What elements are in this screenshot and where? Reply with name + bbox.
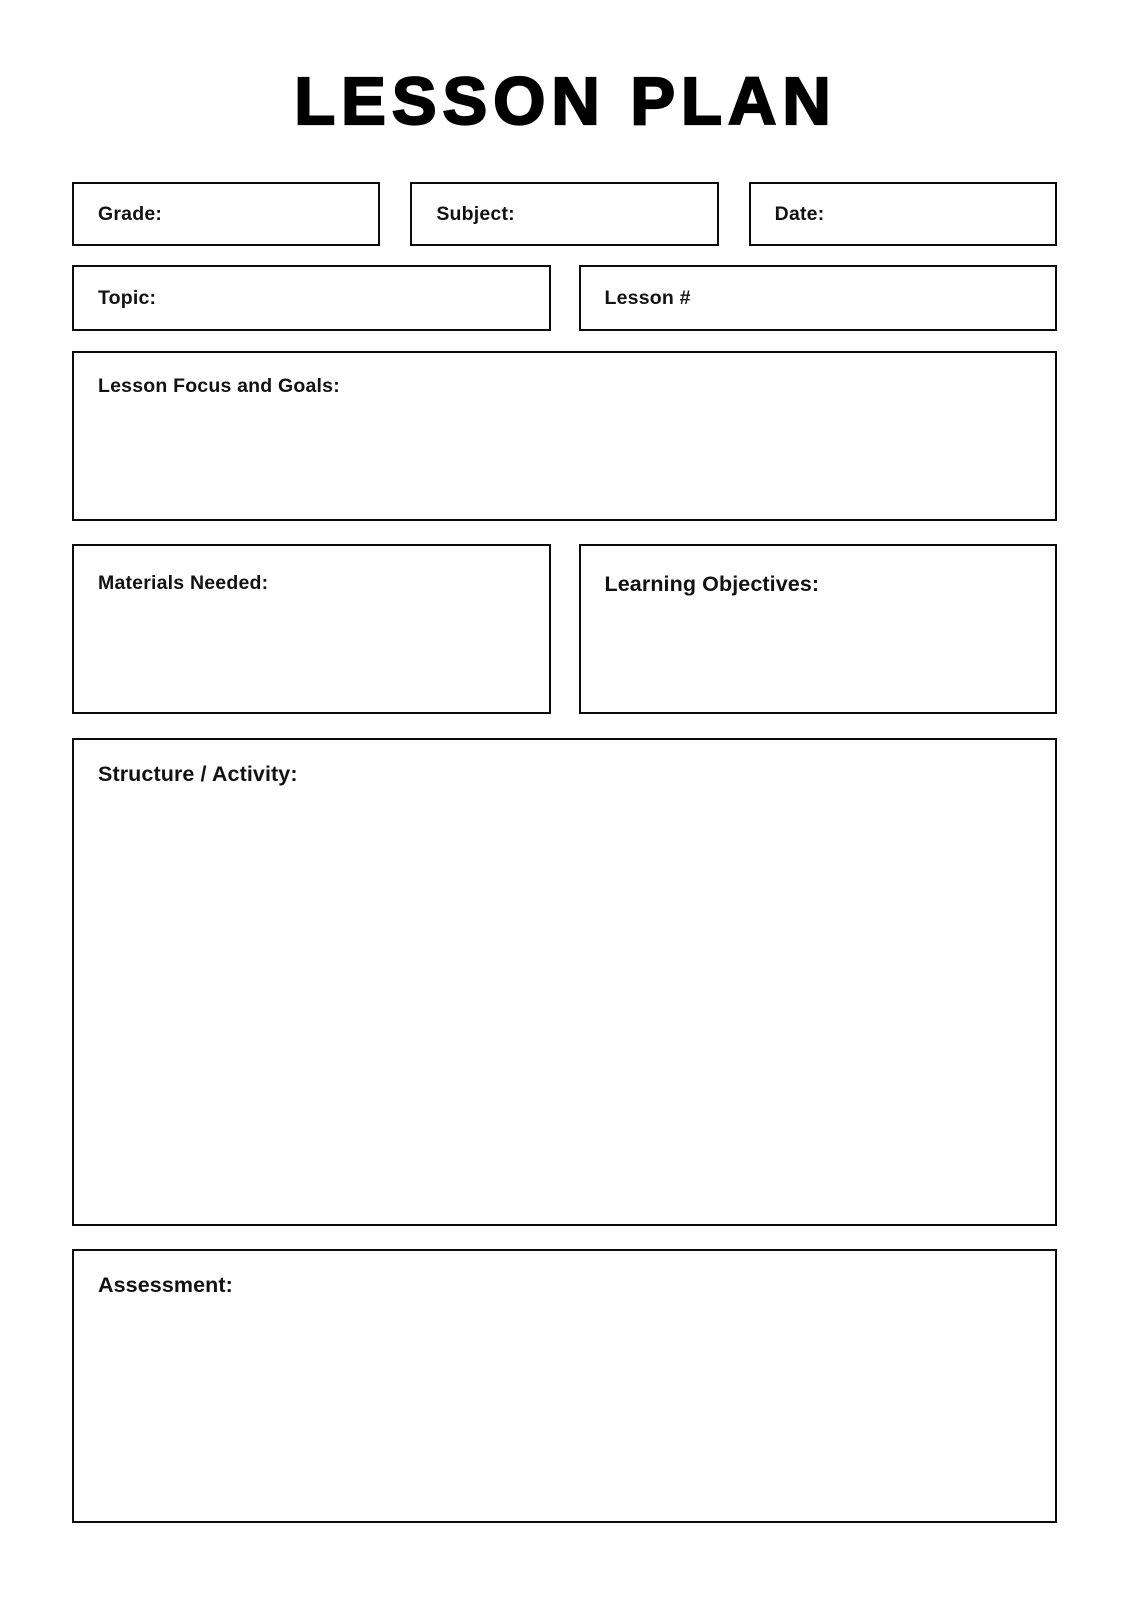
lesson-focus-field[interactable]: [72, 351, 1057, 521]
subject-label: Subject:: [436, 202, 515, 225]
learning-objectives-label: Learning Objectives:: [604, 572, 820, 596]
row-topic-lesson-number: [72, 265, 1057, 331]
assessment-label: Assessment:: [98, 1273, 233, 1297]
date-field[interactable]: [749, 182, 1057, 246]
lesson-focus-label: Lesson Focus and Goals:: [98, 375, 340, 397]
grade-field[interactable]: [72, 182, 380, 246]
lesson-number-label: Lesson #: [604, 286, 691, 309]
assessment-field[interactable]: [72, 1249, 1057, 1523]
structure-activity-field[interactable]: [72, 738, 1057, 1226]
materials-needed-label: Materials Needed:: [98, 572, 269, 594]
row-grade-subject-date: [72, 182, 1057, 246]
topic-field[interactable]: [72, 265, 551, 331]
grade-label: Grade:: [98, 202, 163, 225]
row-materials-objectives: [72, 544, 1057, 714]
learning-objectives-field[interactable]: [579, 544, 1058, 714]
lesson-number-field[interactable]: [579, 265, 1058, 331]
subject-field[interactable]: [410, 182, 718, 246]
page-title: LESSON PLAN: [294, 64, 837, 139]
date-label: Date:: [774, 202, 825, 225]
form-content: [72, 0, 1057, 1523]
materials-needed-field[interactable]: [72, 544, 551, 714]
topic-label: Topic:: [98, 286, 157, 309]
structure-activity-label: Structure / Activity:: [98, 762, 298, 786]
